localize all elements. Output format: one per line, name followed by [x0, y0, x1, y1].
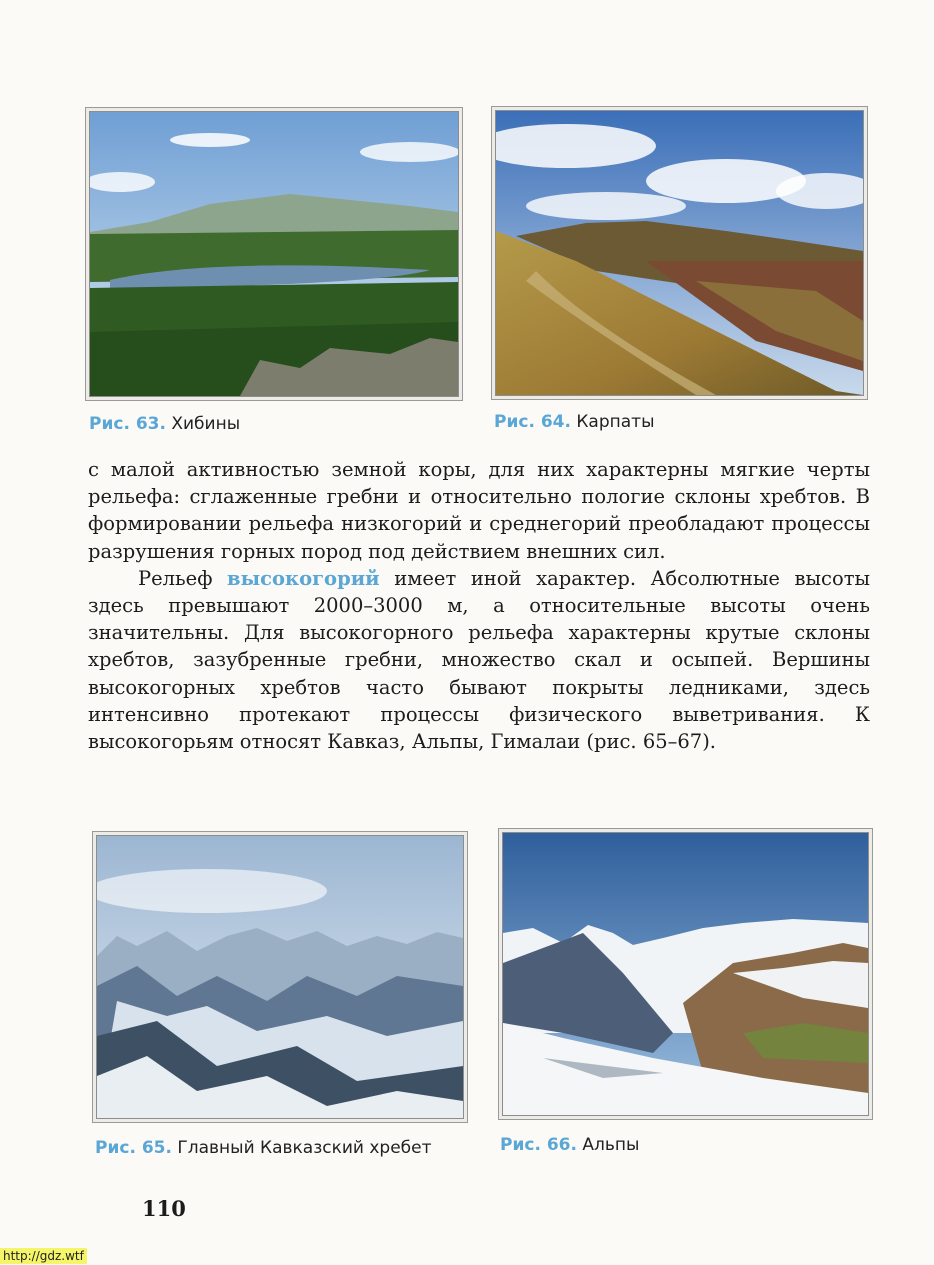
- page-number: 110: [142, 1196, 186, 1221]
- figure-64-photo: [495, 110, 864, 396]
- figure-64-caption: Рис. 64. Карпаты: [494, 412, 655, 432]
- paragraph-2: Рельеф высокогорий имеет иной характер. Абсолютные высоты здесь превышают 2000–3000 м, а относительные высоты очень значительны. Для высокогорного рельефа характерны крутые склоны хребтов, зазубренные гребни, множество скал и осыпей. Вершины высокогорных хребтов часто бывают покрыты ледниками, здесь интенсивно протекают процессы физического выветривания. К высокогорьям относят Кавказ, Альпы, Гималаи (рис. 65–67).: [88, 566, 871, 754]
- figure-66-caption: Рис. 66. Альпы: [500, 1135, 640, 1155]
- alps-photo-icon: [503, 833, 868, 1115]
- figure-66-photo: [502, 832, 869, 1116]
- figure-65-caption: Рис. 65. Главный Кавказский хребет: [95, 1138, 432, 1158]
- body-text: [88, 456, 870, 755]
- figure-63-photo: [89, 111, 459, 397]
- paragraph-1: с малой активностью земной коры, для них характерны мягкие черты рельефа: сглаженные гребни и относительно пологие склоны хребтов. В формировании рельефа низкогорий и среднегорий преобладают процессы разрушения горных пород под действием внешних сил.: [88, 458, 870, 563]
- figure-63-caption: Рис. 63. Хибины: [89, 414, 241, 434]
- caucasus-photo-icon: [97, 836, 463, 1118]
- carpathians-photo-icon: [496, 111, 863, 395]
- khibiny-photo-icon: [90, 112, 458, 396]
- term-highlight: высокогорий: [227, 566, 380, 590]
- figure-65-photo: [96, 835, 464, 1119]
- watermark-link[interactable]: http://gdz.wtf: [0, 1248, 87, 1264]
